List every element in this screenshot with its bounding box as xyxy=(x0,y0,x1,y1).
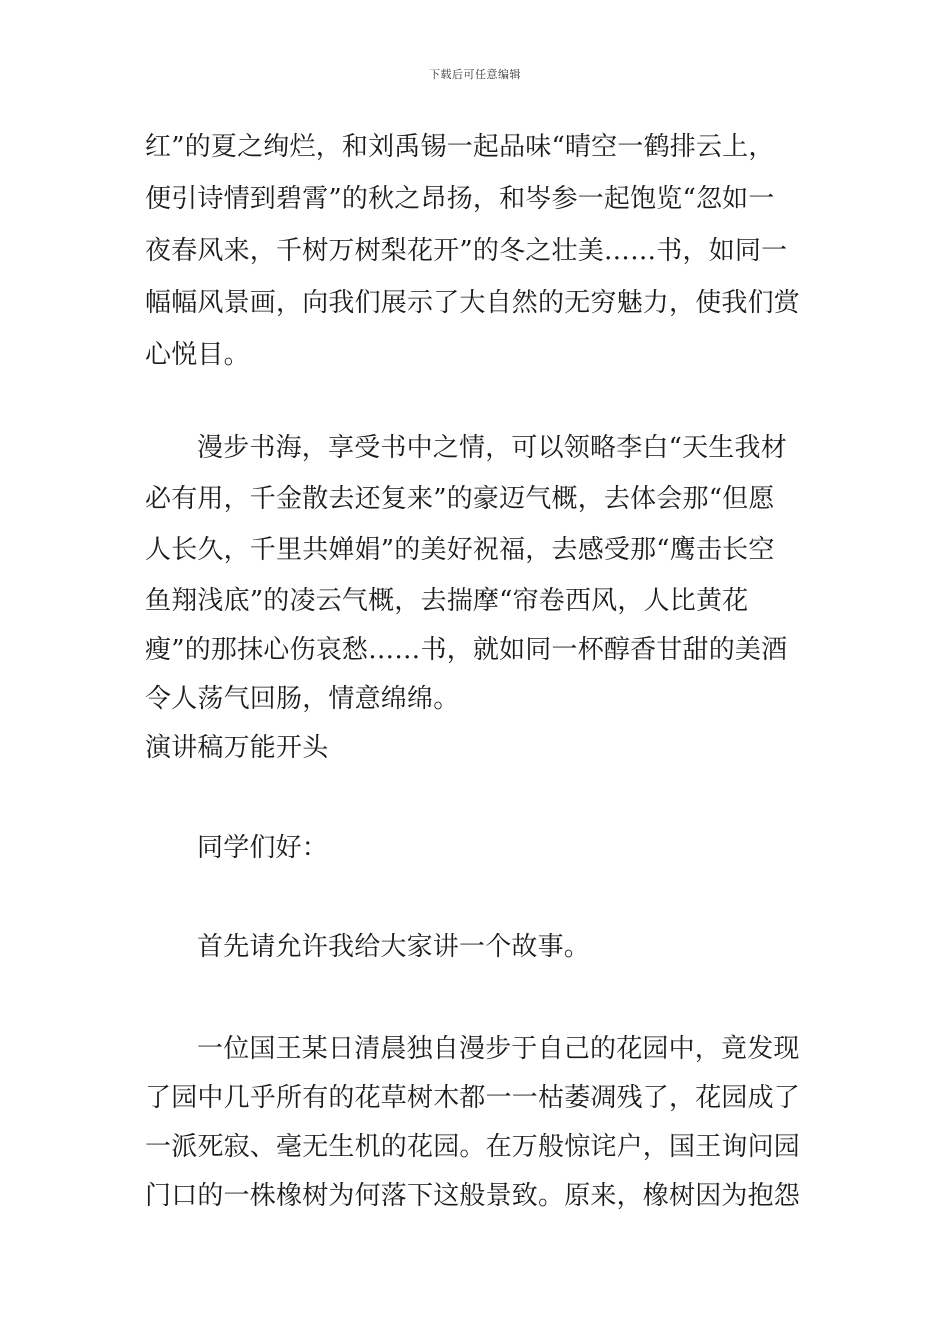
section-heading: 演讲稿万能开头 xyxy=(145,733,329,763)
page-header-note: 下载后可任意编辑 xyxy=(429,68,521,81)
text-line: 人长久，千里共婵娟”的美好祝福，去感受那“鹰击长空 xyxy=(145,535,775,565)
text-line: 便引诗情到碧霄”的秋之昂扬，和岑参一起饱览“忽如一 xyxy=(145,184,775,214)
text-line: 鱼翔浅底”的凌云气概，去揣摩“帘卷西风，人比黄花 xyxy=(145,586,749,616)
text-line: 心悦目。 xyxy=(145,340,250,370)
text-line: 幅幅风景画，向我们展示了大自然的无穷魅力，使我们赏 xyxy=(145,288,801,318)
text-line: 门口的一株橡树为何落下这般景致。原来，橡树因为抱怨 xyxy=(145,1181,801,1211)
text-line: 了园中几乎所有的花草树木都一一枯萎凋残了，花园成了 xyxy=(145,1083,801,1113)
text-line: 夜春风来，千树万树梨花开”的冬之壮美……书，如同一 xyxy=(145,236,788,266)
text-line: 必有用，千金散去还复来”的豪迈气概，去体会那“但愿 xyxy=(145,484,775,514)
paragraph-first-line: 首先请允许我给大家讲一个故事。 xyxy=(197,932,591,962)
paragraph-first-line: 漫步书海，享受书中之情，可以领略李白“天生我材 xyxy=(197,433,787,463)
text-line: 一派死寂、毫无生机的花园。在万般惊诧户，国王询问园 xyxy=(145,1132,801,1162)
text-line: 瘦”的那抹心伤哀愁……书，就如同一杯醇香甘甜的美酒 xyxy=(145,635,788,665)
greeting-line: 同学们好： xyxy=(197,833,329,863)
text-line: 令人荡气回肠，情意绵绵。 xyxy=(145,684,460,714)
paragraph-first-line: 一位国王某日清晨独自漫步于自己的花园中，竟发现 xyxy=(197,1034,800,1064)
text-line: 红”的夏之绚烂，和刘禹锡一起品味“晴空一鹤排云上， xyxy=(145,132,775,162)
